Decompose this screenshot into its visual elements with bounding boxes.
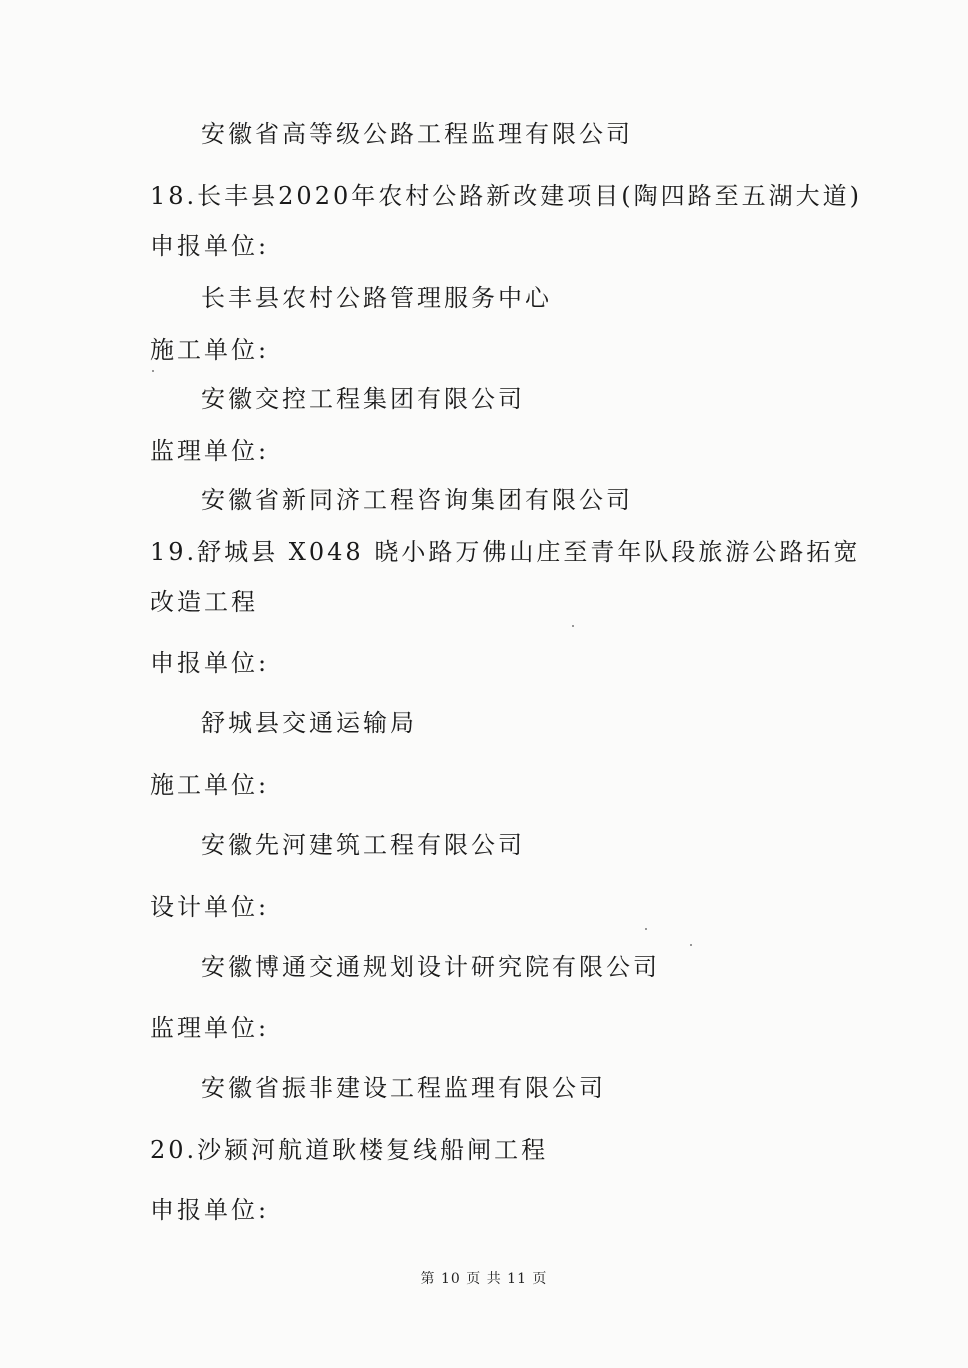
section-label: 申报单位: <box>150 649 270 677</box>
section-label: 施工单位: <box>150 336 270 364</box>
section-label: 监理单位: <box>150 1014 270 1042</box>
scan-speck <box>572 625 574 627</box>
section-label: 申报单位: <box>150 1196 270 1224</box>
section-label: 设计单位: <box>150 893 270 921</box>
company-name: 安徽省新同济工程咨询集团有限公司 <box>201 486 633 514</box>
project-heading-20: 20.沙颍河航道耿楼复线船闸工程 <box>150 1136 549 1164</box>
scan-speck <box>690 944 692 946</box>
company-name: 安徽省振非建设工程监理有限公司 <box>201 1074 606 1102</box>
company-name: 安徽博通交通规划设计研究院有限公司 <box>201 953 660 981</box>
company-name: 安徽先河建筑工程有限公司 <box>201 831 525 859</box>
scan-speck <box>645 928 647 930</box>
scan-speck <box>152 370 154 372</box>
company-name: 舒城县交通运输局 <box>201 709 417 737</box>
project-heading-18: 18.长丰县2020年农村公路新改建项目(陶四路至五湖大道) <box>150 182 862 210</box>
project-heading-19-cont: 改造工程 <box>150 588 258 616</box>
page-footer: 第 10 页 共 11 页 <box>420 1271 548 1287</box>
section-label: 监理单位: <box>150 437 270 465</box>
project-heading-19: 19.舒城县 X048 晓小路万佛山庄至青年队段旅游公路拓宽 <box>150 538 861 566</box>
section-label: 申报单位: <box>150 232 270 260</box>
company-name: 安徽交控工程集团有限公司 <box>201 385 525 413</box>
company-name: 安徽省高等级公路工程监理有限公司 <box>201 120 633 148</box>
company-name: 长丰县农村公路管理服务中心 <box>201 284 552 312</box>
section-label: 施工单位: <box>150 771 270 799</box>
